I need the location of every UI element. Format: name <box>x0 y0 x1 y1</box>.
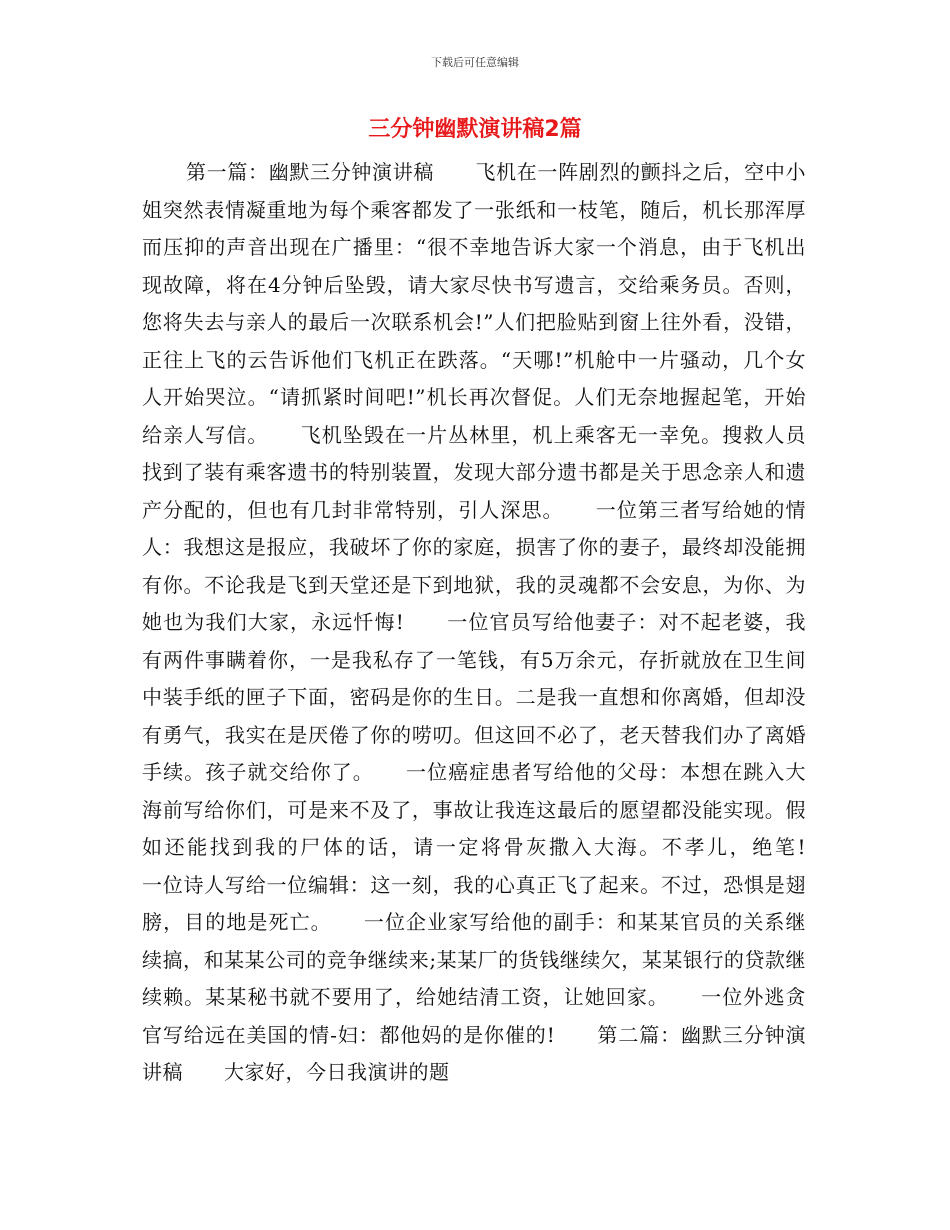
body-paragraph: 第一篇：幽默三分钟演讲稿 飞机在一阵剧烈的颤抖之后，空中小姐突然表情凝重地为每个乘客都发了一张纸和一枝笔，随后，机长那浑厚而压抑的声音出现在广播里：“很不幸地告诉大家一个消息，由于飞机出现故障，将在4分钟后坠毁，请大家尽快书写遗言，交给乘务员。否则，您将失去与亲人的最后一次联系机会!”人们把脸贴到窗上往外看，没错，正往上飞的云告诉他们飞机正在跌落。“天哪!”机舱中一片骚动，几个女人开始哭泣。“请抓紧时间吧!”机长再次督促。人们无奈地握起笔，开始给亲人写信。 飞机坠毁在一片丛林里，机上乘客无一幸免。搜救人员找到了装有乘客遗书的特别装置，发现大部分遗书都是关于思念亲人和遗产分配的，但也有几封非常特别，引人深思。 一位第三者写给她的情人：我想这是报应，我破坏了你的家庭，损害了你的妻子，最终却没能拥有你。不论我是飞到天堂还是下到地狱，我的灵魂都不会安息，为你、为她也为我们大家，永远忏悔! 一位官员写给他妻子：对不起老婆，我有两件事瞒着你，一是我私存了一笔钱，有5万余元，存折就放在卫生间中装手纸的匣子下面，密码是你的生日。二是我一直想和你离婚，但却没有勇气，我实在是厌倦了你的唠叨。但这回不必了，老天替我们办了离婚手续。孩子就交给你了。 一位癌症患者写给他的父母：本想在跳入大海前写给你们，可是来不及了，事故让我连这最后的愿望都没能实现。假如还能找到我的尸体的话，请一定将骨灰撒入大海。不孝儿，绝笔! 一位诗人写给一位编辑：这一刻，我的心真正飞了起来。不过，恐惧是翅膀，目的地是死亡。 一位企业家写给他的副手：和某某官员的关系继续搞，和某某公司的竞争继续来;某某厂的货钱继续欠，某某银行的贷款继续赖。某某秘书就不要用了，给她结清工资，让她回家。 一位外逃贪官写给远在美国的情-妇：都他妈的是你催的! 第二篇：幽默三分钟演讲稿 大家好，今日我演讲的题 <box>142 160 847 1084</box>
header-note: 下载后可任意编辑 <box>431 56 519 69</box>
document-title: 三分钟幽默演讲稿2篇 <box>368 117 582 142</box>
